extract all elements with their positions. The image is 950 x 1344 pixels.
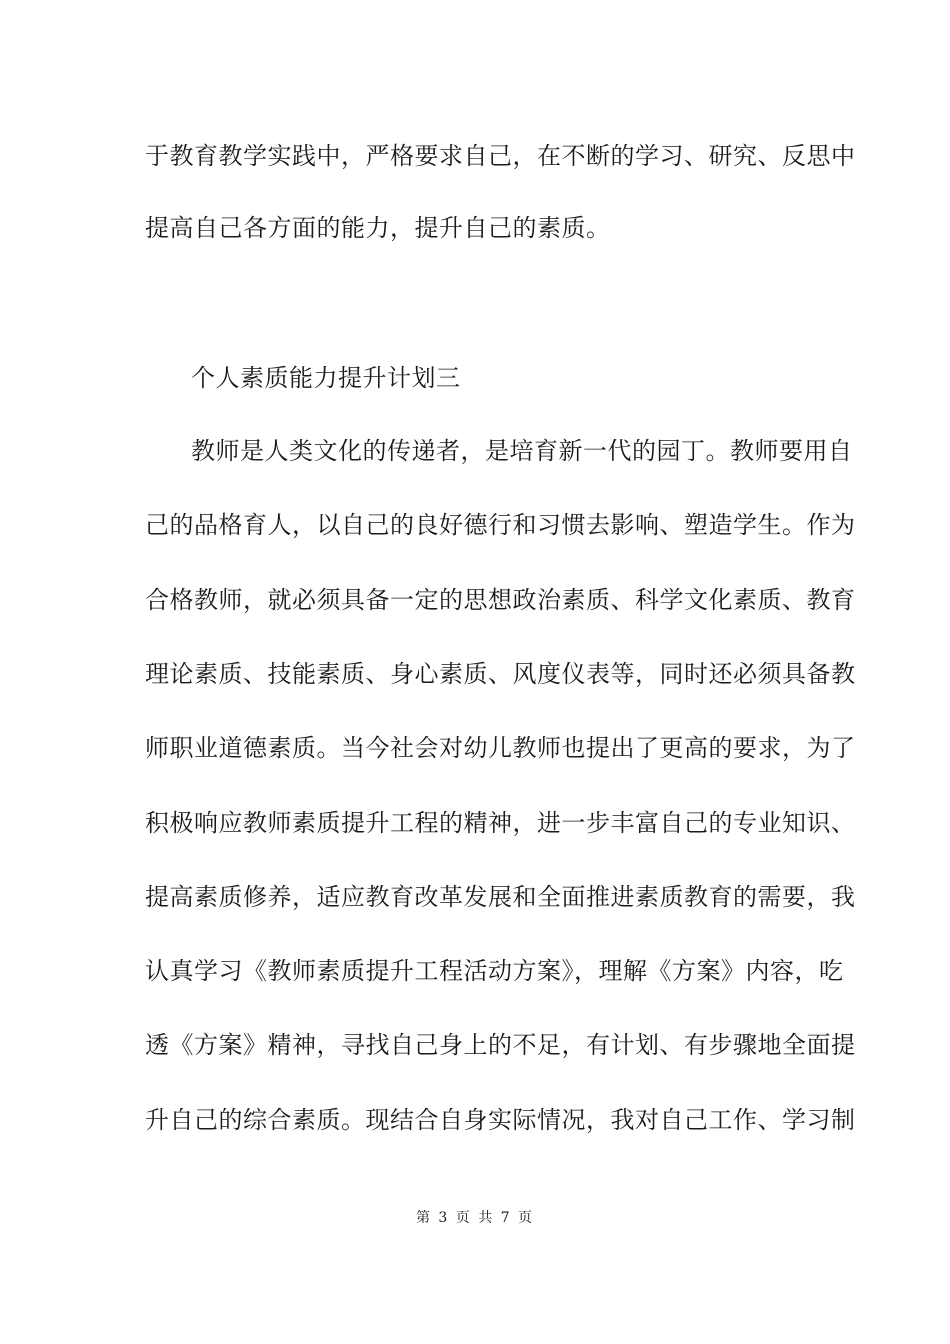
continued-paragraph-line-1: 于教育教学实践中，严格要求自己，在不断的学习、研究、反思中: [145, 142, 856, 170]
body-paragraph-line-4: 理论素质、技能素质、身心素质、风度仪表等，同时还必须具备教: [145, 660, 856, 688]
body-paragraph-line-8: 认真学习《教师素质提升工程活动方案》，理解《方案》内容，吃: [145, 957, 844, 985]
page-number-footer: 第 3 页 共 7 页: [415, 1210, 535, 1226]
body-paragraph-line-6: 积极响应教师素质提升工程的精神，进一步丰富自己的专业知识、: [145, 809, 856, 837]
body-paragraph-line-1: 教师是人类文化的传递者，是培育新一代的园丁。教师要用自: [191, 437, 853, 465]
body-paragraph-line-10: 升自己的综合素质。现结合自身实际情况，我对自己工作、学习制: [145, 1106, 856, 1134]
body-paragraph-line-7: 提高素质修养，适应教育改革发展和全面推进素质教育的需要，我: [145, 883, 856, 911]
body-paragraph-line-3: 合格教师，就必须具备一定的思想政治素质、科学文化素质、教育: [145, 586, 856, 614]
body-paragraph-line-9: 透《方案》精神，寻找自己身上的不足，有计划、有步骤地全面提: [145, 1031, 856, 1059]
continued-paragraph-line-2: 提高自己各方面的能力，提升自己的素质。: [145, 214, 611, 242]
section-heading: 个人素质能力提升计划三: [191, 364, 461, 392]
body-paragraph-line-2: 己的品格育人，以自己的良好德行和习惯去影响、塑造学生。作为: [145, 511, 856, 539]
body-paragraph-line-5: 师职业道德素质。当今社会对幼儿教师也提出了更高的要求，为了: [145, 734, 856, 762]
